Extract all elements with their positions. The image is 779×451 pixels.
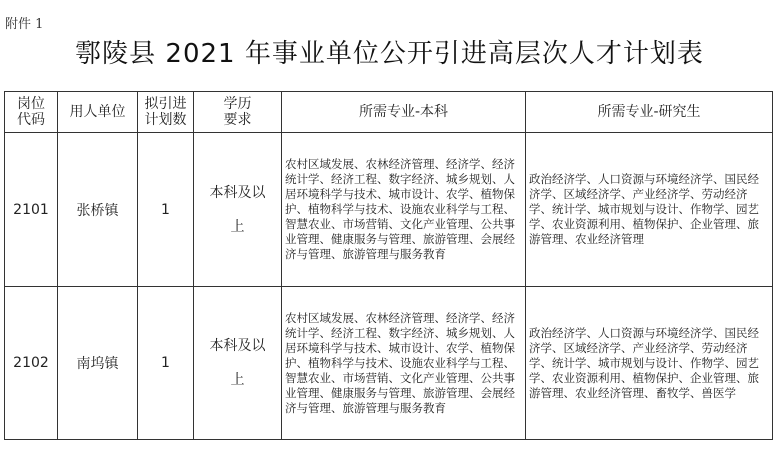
attachment-label: 附件 1 [5, 17, 44, 32]
cell-graduate-majors: 政治经济学、人口资源与环境经济学、国民经济学、区域经济学、产业经济学、劳动经济学、统计学、城市规划与设计、作物学、园艺学、农业资源利用、植物保护、企业管理、旅游管理、农业经济管理、畜牧学、兽医学 [526, 287, 773, 440]
cell-education: 本科及以 上 [194, 287, 282, 440]
cell-plan: 1 [138, 287, 194, 440]
cell-unit: 南坞镇 [58, 287, 138, 440]
header-code: 岗位 代码 [5, 92, 58, 133]
header-unit: 用人单位 [58, 92, 138, 133]
cell-bachelor-majors: 农村区域发展、农林经济管理、经济学、经济统计学、经济工程、数字经济、城乡规划、人居环境科学与技术、城市设计、农学、植物保护、植物科学与技术、设施农业科学与工程、智慧农业、市场营销、文化产业管理、公共事业管理、健康服务与管理、旅游管理、会展经济与管理、旅游管理与服务教育 [282, 287, 526, 440]
header-education: 学历 要求 [194, 92, 282, 133]
header-bachelor: 所需专业-本科 [282, 92, 526, 133]
cell-graduate-majors: 政治经济学、人口资源与环境经济学、国民经济学、区域经济学、产业经济学、劳动经济学、统计学、城市规划与设计、作物学、园艺学、农业资源利用、植物保护、企业管理、旅游管理、农业经济管理 [526, 133, 773, 287]
cell-code: 2101 [5, 133, 58, 287]
cell-code: 2102 [5, 287, 58, 440]
cell-education: 本科及以 上 [194, 133, 282, 287]
table-header-row [5, 92, 773, 133]
cell-plan: 1 [138, 133, 194, 287]
cell-unit: 张桥镇 [58, 133, 138, 287]
talent-plan-table [4, 91, 773, 440]
cell-bachelor-majors: 农村区域发展、农林经济管理、经济学、经济统计学、经济工程、数字经济、城乡规划、人居环境科学与技术、城市设计、农学、植物保护、植物科学与技术、设施农业科学与工程、智慧农业、市场营销、文化产业管理、公共事业管理、健康服务与管理、旅游管理、会展经济与管理、旅游管理与服务教育 [282, 133, 526, 287]
table-row [5, 287, 773, 440]
header-graduate: 所需专业-研究生 [526, 92, 773, 133]
header-plan: 拟引进 计划数 [138, 92, 194, 133]
page-title: 鄠陵县 2021 年事业单位公开引进高层次人才计划表 [75, 39, 704, 69]
table-row [5, 133, 773, 287]
